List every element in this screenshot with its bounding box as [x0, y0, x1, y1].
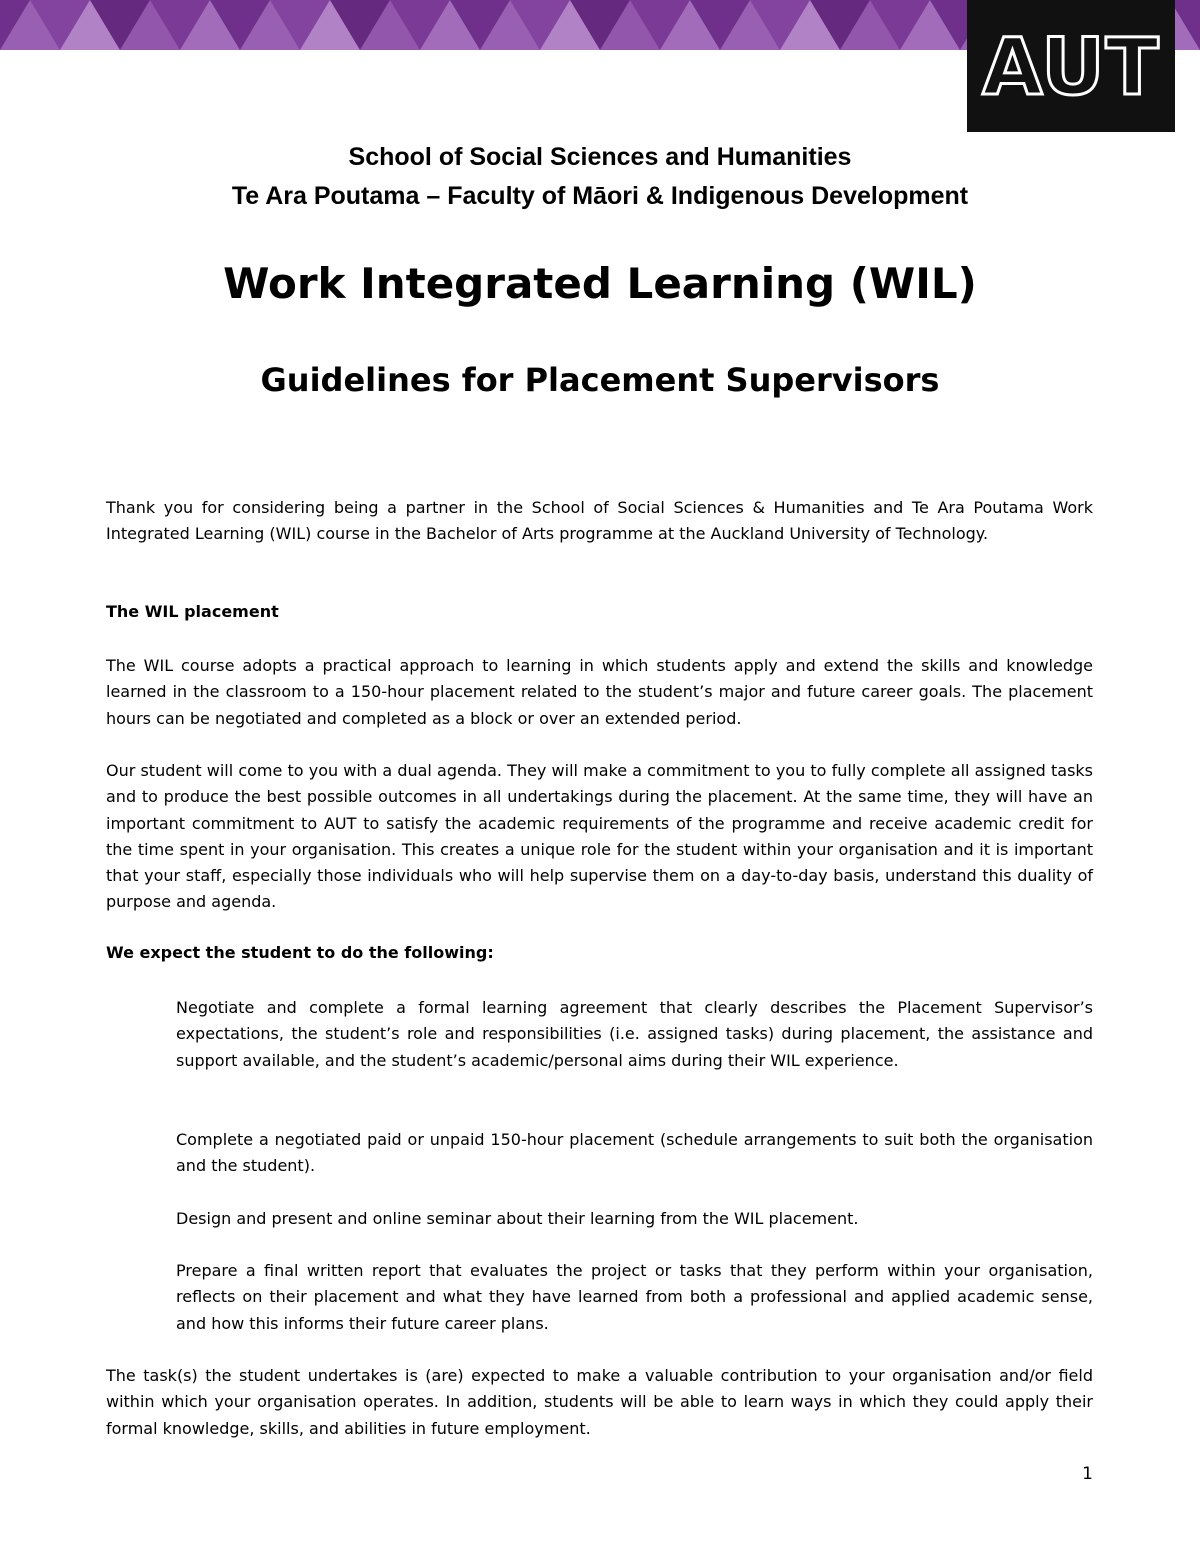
- placement-paragraph: The WIL course adopts a practical approach to learning in which students apply and extend the skills and knowledge learned in the classroom to a 150-hour placement related to the student’s major and future career goals. The placement hours can be negotiated and completed as a block or over an extended period.: [106, 656, 1093, 728]
- expectations-heading: We expect the student to do the following:: [106, 943, 494, 962]
- placement-paragraph: Our student will come to you with a dual agenda. They will make a commitment to you to fully complete all assigned tasks and to produce the best possible outcomes in all undertakings during the placement. At the same time, they will have an important commitment to AUT to satisfy the academic requirements of the programme and receive academic credit for the time spent in your organisation. This creates a unique role for the student within your organisation and it is important that your staff, especially those individuals who will help supervise them on a day-to-day basis, understand this duality of purpose and agenda.: [106, 761, 1093, 912]
- page-number: 1: [1082, 1464, 1093, 1484]
- page-title: Work Integrated Learning (WIL): [223, 259, 977, 308]
- placement-heading: The WIL placement: [106, 602, 279, 621]
- expectation-item: Prepare a final written report that evaluates the project or tasks that they perform within your organisation, reflects on their placement and what they have learned from both a professional and applied academic sense, and how this informs their future career plans.: [176, 1261, 1093, 1333]
- intro-paragraph: Thank you for considering being a partner in the School of Social Sciences & Humanities and Te Ara Poutama Work Integrated Learning (WIL) course in the Bachelor of Arts programme at the Auckland University of Technology.: [106, 498, 1093, 544]
- closing-paragraph: The task(s) the student undertakes is (are) expected to make a valuable contribution to your organisation and/or field within which your organisation operates. In addition, students will be able to learn ways in which they could apply their formal knowledge, skills, and abilities in future employment.: [106, 1366, 1093, 1438]
- faculty-name: Te Ara Poutama – Faculty of Māori & Indigenous Development: [231, 182, 969, 210]
- school-name: School of Social Sciences and Humanities: [348, 143, 852, 171]
- expectation-item: Design and present and online seminar about their learning from the WIL placement.: [176, 1209, 859, 1228]
- expectation-item: Negotiate and complete a formal learning agreement that clearly describes the Placement Supervisor’s expectations, the student’s role and responsibilities (i.e. assigned tasks) during placement, the assistance and support available, and the student’s academic/personal aims during their WIL experience.: [176, 998, 1093, 1070]
- expectation-item: Complete a negotiated paid or unpaid 150-hour placement (schedule arrangements to suit both the organisation and the student).: [176, 1130, 1093, 1176]
- aut-logo: [967, 0, 1175, 132]
- page-subtitle: Guidelines for Placement Supervisors: [260, 361, 940, 399]
- logo-text: AUT: [982, 23, 1160, 113]
